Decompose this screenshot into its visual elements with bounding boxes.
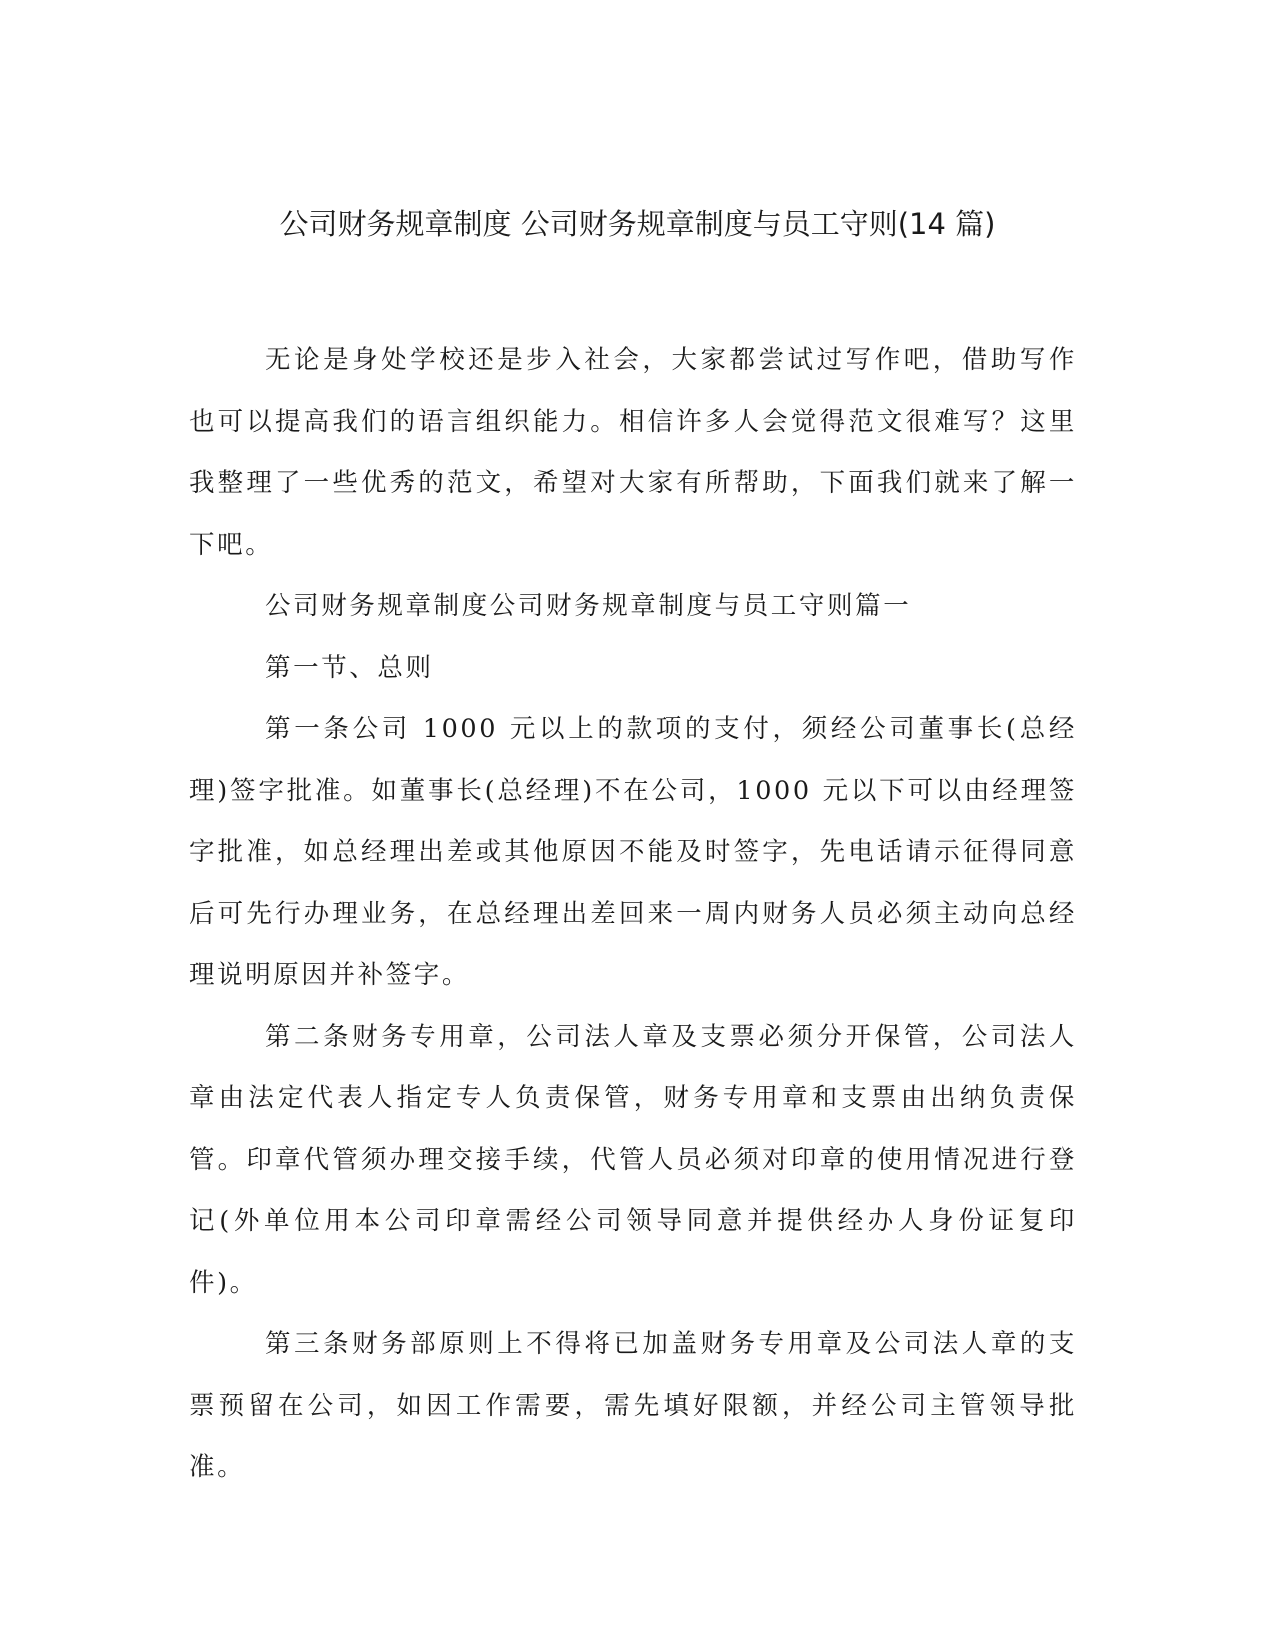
section-heading: 公司财务规章制度公司财务规章制度与员工守则篇一	[265, 591, 912, 621]
article-paragraph: 第二条财务专用章，公司法人章及支票必须分开保管，公司法人章由法定代表人指定专人负责保管，财务专用章和支票由出纳负责保管。印章代管须办理交接手续，代管人员必须对印章的使用情况进行登记(外单位用本公司印章需经公司领导同意并提供经办人身份证复印件)。	[189, 1021, 1077, 1298]
article-paragraph: 第一条公司 1000 元以上的款项的支付，须经公司董事长(总经理)签字批准。如董事长(总经理)不在公司，1000 元以下可以由经理签字批准，如总经理出差或其他原因不能及时签字，先电话请示征得同意后可先行办理业务，在总经理出差回来一周内财务人员必须主动向总经理说明原因并补签字。	[189, 714, 1077, 990]
document-body	[189, 330, 1077, 1499]
subsection-heading: 第一节、总则	[265, 652, 434, 683]
document-title: 公司财务规章制度 公司财务规章制度与员工守则(14 篇)	[279, 207, 996, 241]
article-paragraph: 第三条财务部原则上不得将已加盖财务专用章及公司法人章的支票预留在公司，如因工作需要，需先填好限额，并经公司主管领导批准。	[189, 1329, 1077, 1482]
intro-paragraph: 无论是身处学校还是步入社会，大家都尝试过写作吧，借助写作也可以提高我们的语言组织能力。相信许多人会觉得范文很难写？这里我整理了一些优秀的范文，希望对大家有所帮助，下面我们就来了解一下吧。	[189, 345, 1077, 560]
